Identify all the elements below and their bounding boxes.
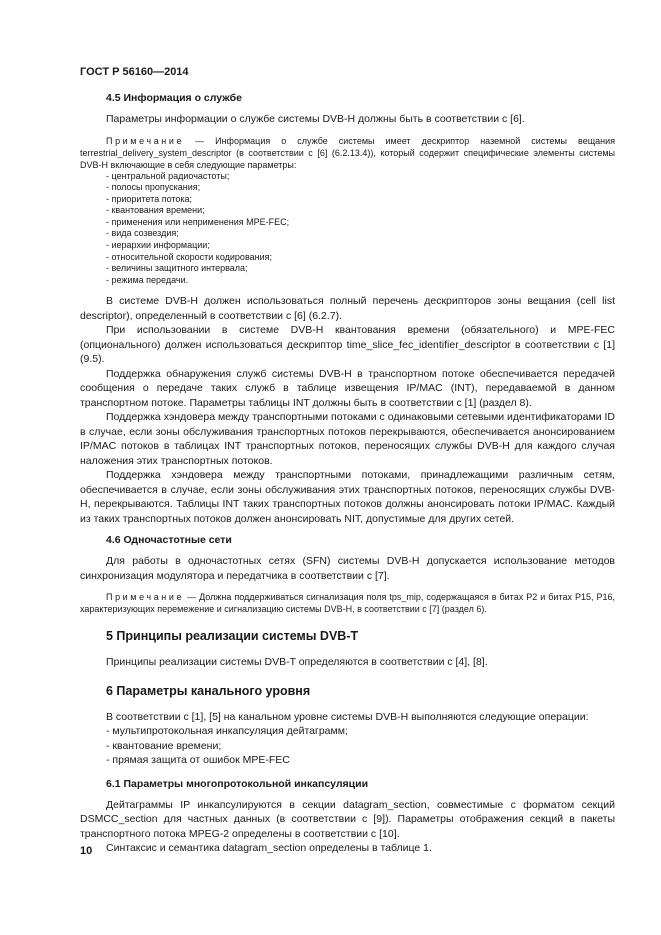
page-number: 10 [80,845,93,857]
paragraph: В соответствии с [1], [5] на канальном уровне системы DVB-H выполняются следующие операции: [106,710,589,723]
list-item: - квантования времени; [106,205,205,216]
list-item: - вида созвездия; [106,228,179,239]
list-item: - прямая защита от ошибок MPE-FEC [106,754,290,767]
list-item: - величины защитного интервала; [106,263,248,274]
document-header: ГОСТ Р 56160—2014 [80,66,189,78]
section-heading-5: 5 Принципы реализации системы DVB-T [106,629,359,644]
note-paragraph [80,135,615,171]
paragraph: В системе DVB-H должен использоваться полный перечень дескрипторов зоны вещания (cell list descriptor), определенный в соответствии с [6] (6.2.7). [80,295,615,322]
paragraph: Принципы реализации системы DVB-T определяются в соответствии с [4], [8]. [106,656,488,669]
note-list [106,171,615,287]
paragraph: Поддержка обнаружения служб системы DVB-H в транспортном потоке обеспечивается передачей сообщения о передаче таких служб в таблице извещения IP/MAC (INT), передаваемой в данном транспортном потоке. Параметры таблицы INT должны быть в соответствии с [1] (раздел 8). [80,367,615,409]
list-item: - относительной скорости кодирования; [106,251,272,262]
list-item: - приоритета потока; [106,193,193,204]
section-heading-6: 6 Параметры канального уровня [106,683,311,698]
paragraph: Параметры информации о службе системы DVB-H должны быть в соответствии с [6]. [106,113,525,125]
note-text: — Информация о службе системы имеет дескриптор наземной системы вещания terrestrial_delivery_system_descriptor (в соответствии с [6] (6.2.13.4)), который содержит специфические элементы системы DVB-H включающие в себя следующие параметры: [80,135,615,170]
note-paragraph [80,591,615,615]
paragraph: Синтаксис и семантика datagram_section определены в таблице 1. [106,842,432,855]
section-heading-6-1: 6.1 Параметры многопротокольной инкапсуляции [106,777,369,790]
list-item: - применения или неприменения MPE-FEC; [106,216,290,227]
list-item: - квантование времени; [106,739,222,752]
paragraph: Для работы в одночастотных сетях (SFN) системы DVB-H допускается использование методов синхронизация модулятора и передатчика в соответствии с [7]. [80,555,615,582]
section-heading-4-6: 4.6 Одночастотные сети [106,534,232,547]
paragraph: При использовании в системе DVB-H квантования времени (обязательного) и MPE-FEC (опционального) должен использоваться дескриптор time_slice_fec_identifier_descriptor в соответствии с [1] (9.5). [80,324,615,366]
operations-list [106,724,615,768]
section-heading-4-5: 4.5 Информация о службе [106,92,243,104]
note-label: Примечание [106,592,185,603]
note-label: Примечание [106,135,185,146]
note-text: — Должна поддерживаться сигнализация поля tps_mip, содержащаяся в битах P2 и битах P15, P16, характеризующих перемежение и сигнализацию системы DVB-H, в соответствии с [7] (раздел 6). [80,592,615,615]
list-item: - мультипротокольная инкапсуляция дейтаграмм; [106,725,348,738]
list-item: - полосы пропускания; [106,182,201,193]
list-item: - центральной радиочастоты; [106,170,230,181]
list-item: - режима передачи. [106,274,189,285]
paragraph: Дейтаграммы IP инкапсулируются в секции datagram_section, совместимые с форматом секций DSMCC_section для частных данных (в соответствии с [9]). Параметры отображения секций в пакеты транспортного потока MPEG-2 определены в соответствии с [10]. [80,798,615,840]
paragraph: Поддержка хэндовера между транспортными потоками с одинаковыми сетевыми идентификаторами ID в случае, если зоны обслуживания транспортных потоков перекрываются, обеспечивается анонсированием IP/MAC потоков в таблицах INT транспортных потоков, переносящих службы DVB-H для каждого случая наложения этих транспортных потоков. [80,411,615,467]
paragraph: Поддержка хэндовера между транспортными потоками, принадлежащими различным сетям, обеспечивается в случае, если зоны обслуживания этих транспортных потоков, переносящих службы DVB-H, перекрываются. Таблицы INT таких транспортных потоков должны анонсировать потоки IP/MAC. Каждый из таких транспортных потоков должен анонсировать NIT, допустимые для других сетей. [80,469,615,525]
list-item: - иерархии информации; [106,240,210,251]
page-body [80,92,615,856]
